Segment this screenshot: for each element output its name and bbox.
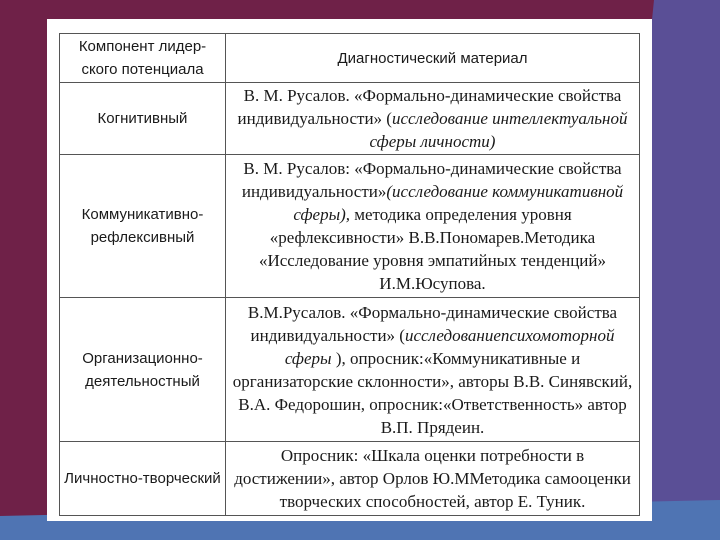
diagnostic-table (59, 33, 640, 516)
table-row (60, 155, 640, 298)
material-cell (226, 442, 640, 516)
table-header-row (60, 34, 640, 83)
material-tail-text: методика определения уровня «рефлексивности» В.В.Пономарев.Методика «Исследование уровня эмпатийных тенденций» И.М.Юсупова. (258, 205, 606, 293)
component-cell: Когнитивный (60, 83, 226, 155)
material-tail-text: ), опросник:«Коммуникативные и организаторские склонности», авторы В.В. Синявский, В.А. Федорошин, опросник:«Ответственность» автор В.П. Прядеин. (232, 348, 633, 437)
table-row (60, 83, 640, 155)
table-row (60, 442, 640, 516)
component-cell: Коммуникативно-рефлексивный (60, 155, 226, 298)
slide (47, 19, 652, 521)
table-row (60, 298, 640, 442)
material-italic-text: исследованиепсихомоторной сферы (284, 325, 615, 368)
material-text: В.М.Русалов. «Формально-динамические свойства индивидуальности» ( (247, 302, 618, 345)
material-text: Опросник: «Шкала оценки потребности в достижении», автор Орлов Ю.ММетодика самооценки творческих способностей, автор Е. Туник. (234, 446, 631, 511)
material-text: В. М. Русалов. «Формально-динамические свойства индивидуальности» ( (237, 86, 622, 128)
header-material: Диагностический материал (226, 34, 640, 83)
material-text: В. М. Русалов: «Формально-динамические свойства индивидуальности» (241, 159, 622, 201)
header-component: Компонент лидер-ского потенциала (60, 34, 226, 83)
material-cell (226, 155, 640, 298)
material-cell (226, 83, 640, 155)
material-italic-text: исследование интеллектуальной сферы личности) (369, 109, 628, 151)
material-italic-text: (исследование коммуникативной сферы), (293, 182, 624, 224)
material-cell (226, 298, 640, 442)
component-cell: Личностно-творческий (60, 442, 226, 516)
component-cell: Организационно-деятельностный (60, 298, 226, 442)
